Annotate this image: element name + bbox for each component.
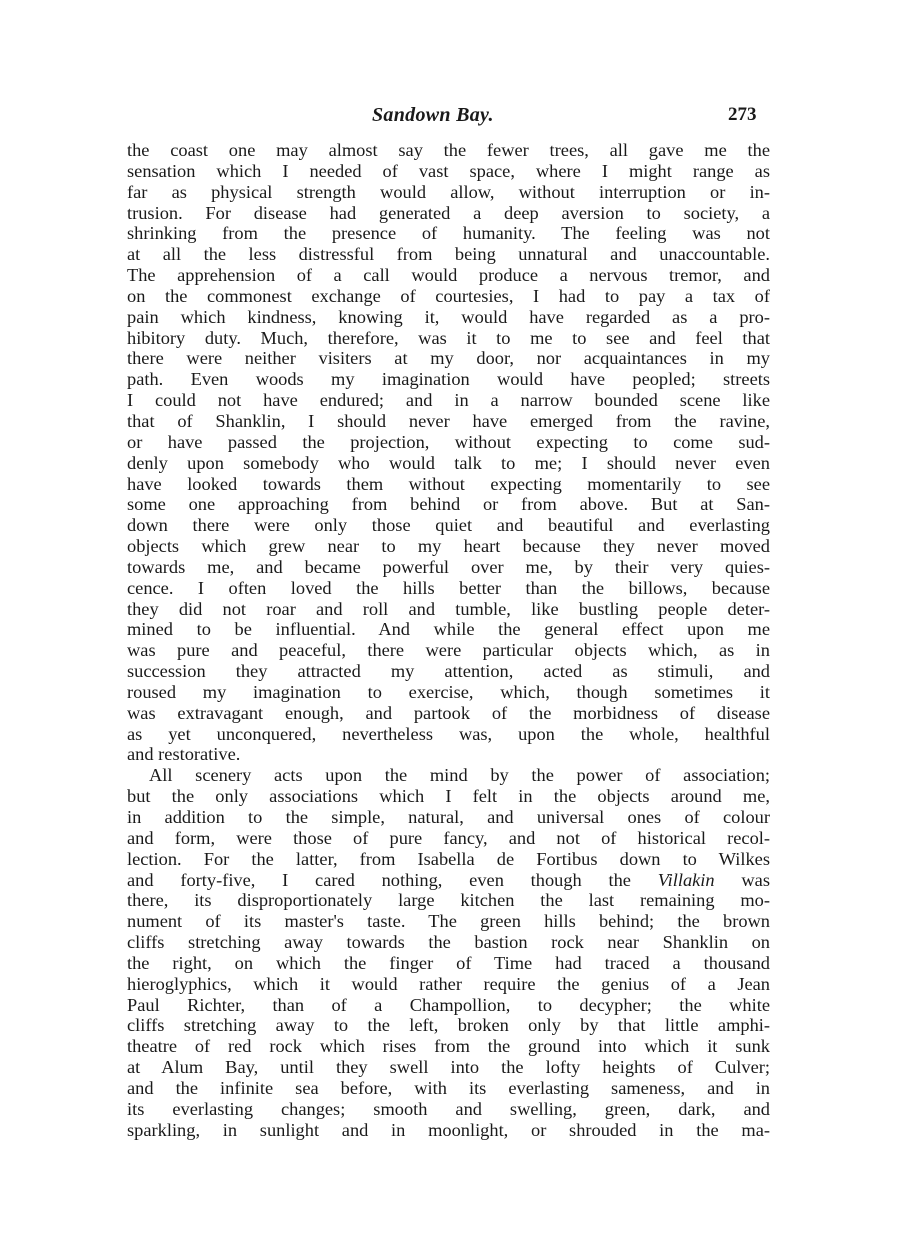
text-line: nument of its master's taste. The green hills behind; the brown (127, 911, 770, 932)
paragraph-2 (127, 765, 770, 1140)
text-line: some one approaching from behind or from above. But at San- (127, 494, 770, 515)
text-line: at Alum Bay, until they swell into the lofty heights of Culver; (127, 1057, 770, 1078)
text-line-with-italic (127, 870, 770, 891)
text-line: hieroglyphics, which it would rather require the genius of a Jean (127, 973, 770, 994)
text-line: pain which kindness, knowing it, would have regarded as a pro- (127, 306, 770, 327)
text-line: that of Shanklin, I should never have emerged from the ravine, (127, 410, 770, 431)
text-line: was extravagant enough, and partook of the morbidness of disease (127, 702, 770, 723)
text-line: or have passed the projection, without expecting to come sud- (127, 431, 770, 452)
text-line: there, its disproportionately large kitchen the last remaining mo- (127, 890, 770, 911)
text-line: shrinking from the presence of humanity. The feeling was not (127, 223, 770, 244)
text-line: the right, on which the finger of Time had traced a thousand (127, 952, 770, 973)
body-text (127, 140, 770, 1141)
text-line: there were neither visiters at my door, nor acquaintances in my (127, 348, 770, 369)
text-line: its everlasting changes; smooth and swelling, green, dark, and (127, 1098, 770, 1119)
text-line: cence. I often loved the hills better than the billows, because (127, 577, 770, 598)
text-line: but the only associations which I felt in the objects around me, (127, 786, 770, 807)
page-number: 273 (728, 104, 757, 125)
text-line: far as physical strength would allow, without interruption or in- (127, 181, 770, 202)
text-line: trusion. For disease had generated a deep aversion to society, a (127, 202, 770, 223)
text-line: cliffs stretching away to the left, broken only by that little amphi- (127, 1015, 770, 1036)
text-line: down there were only those quiet and beautiful and everlasting (127, 515, 770, 536)
text-line: theatre of red rock which rises from the ground into which it sunk (127, 1036, 770, 1057)
text-line: and the infinite sea before, with its everlasting sameness, and in (127, 1077, 770, 1098)
text-line: towards me, and became powerful over me, by their very quies- (127, 556, 770, 577)
running-head (0, 100, 898, 136)
text-line: lection. For the latter, from Isabella de Fortibus down to Wilkes (127, 848, 770, 869)
text-line: at all the less distressful from being unnatural and unaccountable. (127, 244, 770, 265)
text-line: was pure and peaceful, there were particular objects which, as in (127, 640, 770, 661)
text-line: All scenery acts upon the mind by the power of association; (149, 765, 770, 786)
text-line: they did not roar and roll and tumble, like bustling people deter- (127, 598, 770, 619)
text-line: cliffs stretching away towards the bastion rock near Shanklin on (127, 932, 770, 953)
text-line: mined to be influential. And while the general effect upon me (127, 619, 770, 640)
text-line: objects which grew near to my heart because they never moved (127, 536, 770, 557)
text-line: and restorative. (127, 744, 241, 765)
text-line: Paul Richter, than of a Champollion, to decypher; the white (127, 994, 770, 1015)
text-line: on the commonest exchange of courtesies, I had to pay a tax of (127, 285, 770, 306)
text-line: as yet unconquered, nevertheless was, upon the whole, healthful (127, 723, 770, 744)
italic-title: Villakin (657, 869, 715, 890)
text-segment: was (714, 869, 770, 890)
text-line: path. Even woods my imagination would have peopled; streets (127, 369, 770, 390)
text-line: roused my imagination to exercise, which, though sometimes it (127, 681, 770, 702)
text-line: have looked towards them without expecting momentarily to see (127, 473, 770, 494)
text-segment: and forty-five, I cared nothing, even though the (127, 869, 658, 890)
text-line: sparkling, in sunlight and in moonlight, or shrouded in the ma- (127, 1119, 770, 1140)
text-line: and form, were those of pure fancy, and not of historical recol- (127, 827, 770, 848)
text-line: hibitory duty. Much, therefore, was it to me to see and feel that (127, 327, 770, 348)
text-line: in addition to the simple, natural, and universal ones of colour (127, 807, 770, 827)
text-line: I could not have endured; and in a narrow bounded scene like (127, 390, 770, 411)
text-line: the coast one may almost say the fewer trees, all gave me the (127, 140, 770, 160)
running-title: Sandown Bay. (372, 104, 494, 126)
text-line: succession they attracted my attention, acted as stimuli, and (127, 661, 770, 682)
text-line: sensation which I needed of vast space, where I might range as (127, 160, 770, 181)
paragraph-1 (127, 140, 770, 765)
text-line: denly upon somebody who would talk to me; I should never even (127, 452, 770, 473)
text-line: The apprehension of a call would produce a nervous tremor, and (127, 265, 770, 286)
